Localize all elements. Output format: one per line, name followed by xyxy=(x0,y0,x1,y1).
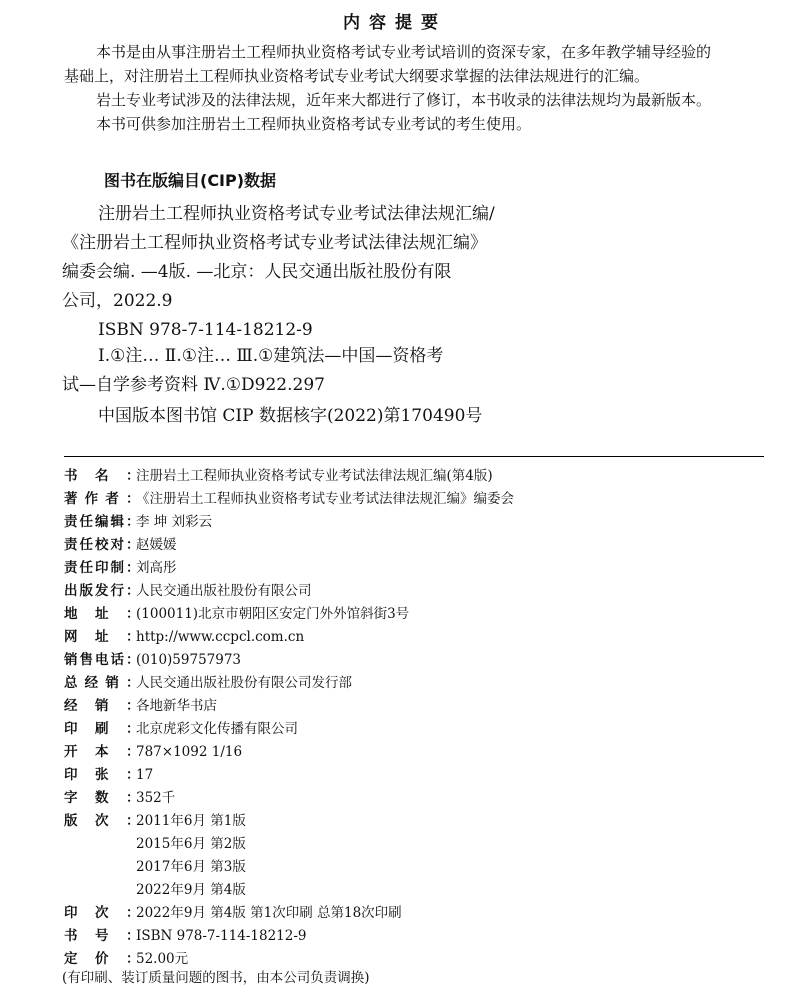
cip-isbn: ISBN 978-7-114-18212-9 xyxy=(98,320,313,340)
info-value: 各地新华书店 xyxy=(136,698,217,714)
info-row xyxy=(64,764,764,787)
info-row xyxy=(64,626,764,649)
info-label: 印 刷 ： xyxy=(64,721,140,737)
info-row xyxy=(64,511,764,534)
info-row xyxy=(64,902,764,925)
info-row xyxy=(64,465,764,488)
info-label: 责 任 印 制 ： xyxy=(64,560,140,576)
info-value: 人民交通出版社股份有限公司 xyxy=(136,583,312,599)
info-label: 定 价 ： xyxy=(64,951,140,967)
info-label: 字 数 ： xyxy=(64,790,140,806)
info-value: 2011年6月 第1版 xyxy=(136,813,246,829)
info-value: 352千 xyxy=(136,790,176,806)
info-value: 2015年6月 第2版 xyxy=(136,836,246,852)
info-row xyxy=(64,534,764,557)
cip-line: 《注册岩土工程师执业资格考试专业考试法律法规汇编》 xyxy=(62,233,487,253)
info-label: 书 名 ： xyxy=(64,468,140,484)
summary-line: 本书可供参加注册岩土工程师执业资格考试专业考试的考生使用。 xyxy=(96,115,532,133)
info-value: (010)59757973 xyxy=(136,652,242,668)
info-label: 书 号 ： xyxy=(64,928,140,944)
info-label xyxy=(64,879,134,902)
info-value: 《注册岩土工程师执业资格考试专业考试法律法规汇编》编委会 xyxy=(136,491,514,507)
info-value: 2022年9月 第4版 第1次印刷 总第18次印刷 xyxy=(136,905,402,921)
divider xyxy=(64,456,764,457)
info-row xyxy=(64,925,764,948)
info-value: 人民交通出版社股份有限公司发行部 xyxy=(136,675,352,691)
info-label: 责 任 编 辑 ： xyxy=(64,514,140,530)
publication-info xyxy=(64,465,764,971)
info-value: 17 xyxy=(136,767,154,783)
info-label xyxy=(64,856,134,879)
info-label: 印 张 ： xyxy=(64,767,140,783)
info-row xyxy=(64,787,764,810)
info-label: 责 任 校 对 ： xyxy=(64,537,140,553)
info-row xyxy=(64,879,764,902)
info-value: 刘高彤 xyxy=(136,560,177,576)
info-label: 出 版 发 行 ： xyxy=(64,583,140,599)
info-row xyxy=(64,695,764,718)
info-row xyxy=(64,741,764,764)
info-row xyxy=(64,488,764,511)
info-value: http://www.ccpcl.com.cn xyxy=(136,629,305,645)
cip-line: 注册岩土工程师执业资格考试专业考试法律法规汇编/ xyxy=(98,204,495,224)
info-row xyxy=(64,603,764,626)
info-label: 总 经 销 ： xyxy=(64,675,140,691)
summary-line: 基础上，对注册岩土工程师执业资格考试专业考试大纲要求掌握的法律法规进行的汇编。 xyxy=(64,67,650,85)
info-value: ISBN 978-7-114-18212-9 xyxy=(136,928,307,944)
cip-line: 公司，2022.9 xyxy=(62,291,173,311)
info-value: 赵媛媛 xyxy=(136,537,177,553)
info-value: (100011)北京市朝阳区安定门外外馆斜街3号 xyxy=(136,606,410,622)
summary-title: 内容提要 xyxy=(343,13,447,33)
info-value: 李 坤 刘彩云 xyxy=(136,514,213,530)
info-row xyxy=(64,557,764,580)
cip-line: 试—自学参考资料 Ⅳ.①D922.297 xyxy=(62,375,325,395)
info-value: 787×1092 1/16 xyxy=(136,744,243,760)
info-label: 网 址 ： xyxy=(64,629,140,645)
info-value: 北京虎彩文化传播有限公司 xyxy=(136,721,298,737)
summary-line: 岩土专业考试涉及的法律法规，近年来大都进行了修订，本书收录的法律法规均为最新版本。 xyxy=(96,91,712,109)
info-label: 经 销 ： xyxy=(64,698,140,714)
info-label: 版 次 ： xyxy=(64,813,140,829)
info-value: 52.00元 xyxy=(136,951,189,967)
info-label: 销 售 电 话 ： xyxy=(64,652,140,668)
cip-line: Ⅰ.①注… Ⅱ.①注… Ⅲ.①建筑法—中国—资格考 xyxy=(98,346,444,366)
info-row xyxy=(64,833,764,856)
info-row xyxy=(64,718,764,741)
info-label: 著 作 者 ： xyxy=(64,491,140,507)
cip-record-number: 中国版本图书馆 CIP 数据核字(2022)第170490号 xyxy=(98,406,483,426)
info-row xyxy=(64,810,764,833)
cip-line: 编委会编. —4版. —北京：人民交通出版社股份有限 xyxy=(62,262,452,282)
info-value: 2017年6月 第3版 xyxy=(136,859,246,875)
info-row xyxy=(64,580,764,603)
info-row xyxy=(64,649,764,672)
info-value: 2022年9月 第4版 xyxy=(136,882,246,898)
summary-line: 本书是由从事注册岩土工程师执业资格考试专业考试培训的资深专家，在多年教学辅导经验的 xyxy=(96,43,712,61)
cip-heading: 图书在版编目(CIP)数据 xyxy=(104,171,277,190)
info-label xyxy=(64,833,134,856)
info-label: 印 次 ： xyxy=(64,905,140,921)
exchange-note: (有印刷、装订质量问题的图书，由本公司负责调换) xyxy=(62,970,370,986)
info-label: 地 址 ： xyxy=(64,606,140,622)
info-row xyxy=(64,672,764,695)
info-value: 注册岩土工程师执业资格考试专业考试法律法规汇编(第4版) xyxy=(136,468,493,484)
info-label: 开 本 ： xyxy=(64,744,140,760)
info-row xyxy=(64,856,764,879)
